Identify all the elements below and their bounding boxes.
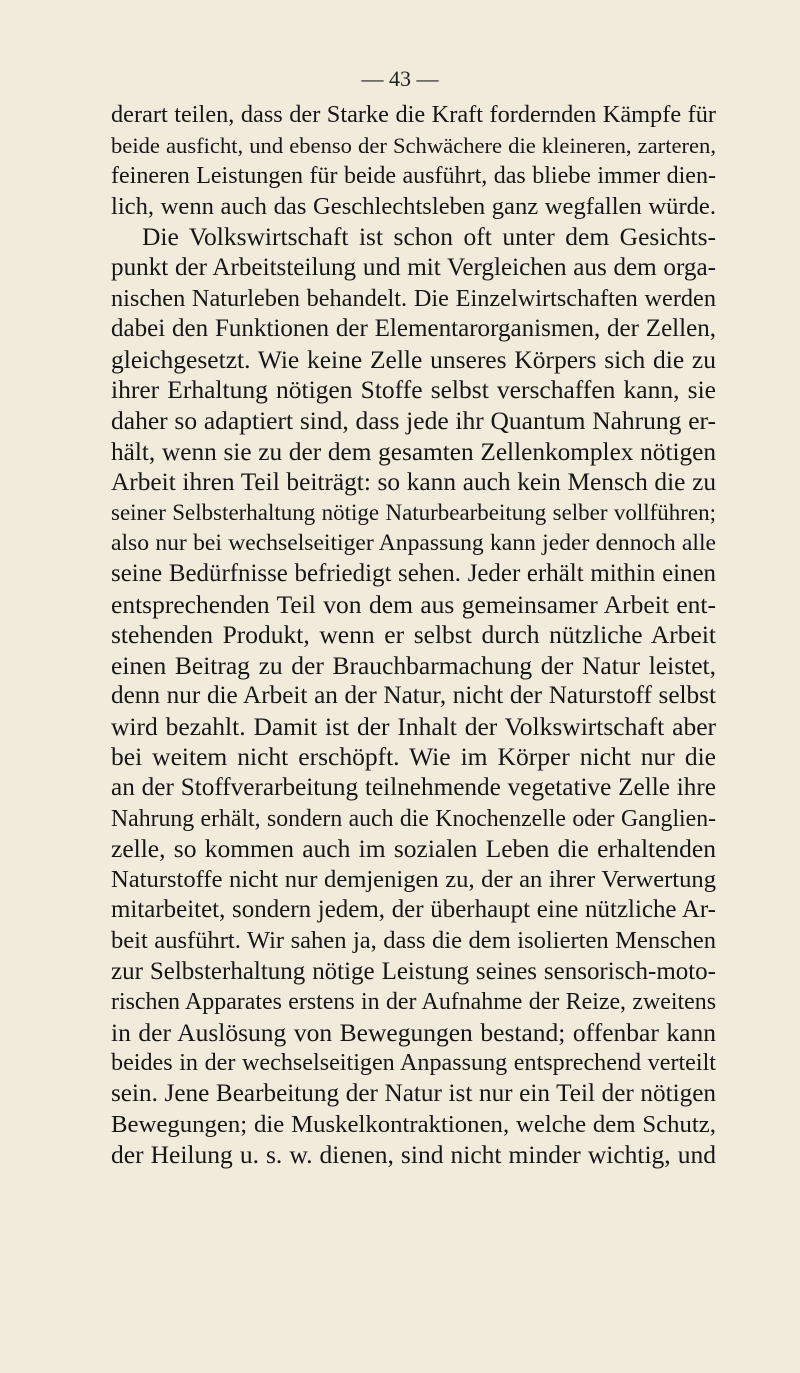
text-line: beides in der wechselseitigen Anpassung entsprechend verteilt bbox=[111, 1049, 716, 1077]
text-line: stehenden Produkt, wenn er selbst durch nützliche Arbeit bbox=[111, 620, 716, 650]
text-line: derart teilen, dass der Starke die Kraft fordernden Kämpfe für bbox=[111, 101, 716, 128]
text-line: also nur bei wechselseitiger Anpassung kann jeder dennoch alle bbox=[111, 530, 716, 557]
text-line: beit ausführt. Wir sahen ja, dass die dem isolierten Menschen bbox=[111, 927, 716, 955]
text-line: lich, wenn auch das Geschlechtsleben ganz wegfallen würde. bbox=[111, 192, 716, 220]
text-line: ihrer Erhaltung nötigen Stoffe selbst verschaffen kann, sie bbox=[111, 375, 716, 405]
text-line: dabei den Funktionen der Elementarorganismen, der Zellen, bbox=[111, 315, 716, 343]
text-line: seiner Selbsterhaltung nötige Naturbearbeitung selber vollführen; bbox=[111, 499, 716, 525]
text-line: rischen Apparates erstens in der Aufnahme der Reize, zweitens bbox=[111, 989, 716, 1016]
text-line: Die Volkswirtschaft ist schon oft unter dem Gesichts- bbox=[142, 222, 716, 252]
text-line: denn nur die Arbeit an der Natur, nicht der Naturstoff selbst bbox=[111, 682, 716, 710]
text-line: hält, wenn sie zu der dem gesamten Zellenkomplex nötigen bbox=[111, 437, 716, 466]
text-line: zelle, so kommen auch im sozialen Leben die erhaltenden bbox=[111, 834, 716, 864]
page-number: — 43 — bbox=[361, 66, 439, 91]
text-line: gleichgesetzt. Wie keine Zelle unseres Körpers sich die zu bbox=[111, 344, 716, 374]
text-line: beide ausficht, und ebenso der Schwächere die kleineren, zarteren, bbox=[111, 132, 716, 158]
text-line: bei weitem nicht erschöpft. Wie im Körper nicht nur die bbox=[111, 742, 716, 772]
text-line: zur Selbsterhaltung nötige Leistung seines sensorisch-moto- bbox=[111, 957, 716, 985]
text-line: mitarbeitet, sondern jedem, der überhaupt eine nützliche Ar- bbox=[111, 896, 716, 924]
text-line: daher so adaptiert sind, dass jede ihr Quantum Nahrung er- bbox=[111, 405, 716, 435]
text-line: Bewegungen; die Muskelkontraktionen, welche dem Schutz, bbox=[111, 1110, 716, 1138]
text-line: feineren Leistungen für beide ausführt, das bliebe immer dien- bbox=[111, 163, 716, 190]
text-line: Naturstoffe nicht nur demjenigen zu, der an ihrer Verwertung bbox=[111, 865, 716, 893]
text-line: sein. Jene Bearbeitung der Natur ist nur ein Teil der nötigen bbox=[111, 1080, 716, 1107]
text-line: in der Auslösung von Bewegungen bestand; offenbar kann bbox=[111, 1017, 716, 1047]
text-line: seine Bedürfnisse befriedigt sehen. Jeder erhält mithin einen bbox=[111, 559, 716, 587]
text-line: entsprechenden Teil von dem aus gemeinsamer Arbeit ent- bbox=[111, 589, 716, 619]
text-line: der Heilung u. s. w. dienen, sind nicht minder wichtig, und bbox=[111, 1140, 716, 1170]
text-line: punkt der Arbeitsteilung und mit Vergleichen aus dem orga- bbox=[111, 253, 716, 281]
text-line: an der Stoffverarbeitung teilnehmende vegetative Zelle ihre bbox=[111, 774, 716, 802]
text-line: Arbeit ihren Teil beiträgt: so kann auch kein Mensch die zu bbox=[111, 468, 716, 497]
text-line: nischen Naturleben behandelt. Die Einzelwirtschaften werden bbox=[111, 284, 716, 312]
text-line: wird bezahlt. Damit ist der Inhalt der Volkswirtschaft aber bbox=[111, 711, 716, 741]
body-text bbox=[111, 100, 716, 1171]
text-line: Nahrung erhält, sondern auch die Knochenzelle oder Ganglien- bbox=[111, 805, 716, 832]
text-line: einen Beitrag zu der Brauchbarmachung der Natur leistet, bbox=[111, 650, 716, 680]
